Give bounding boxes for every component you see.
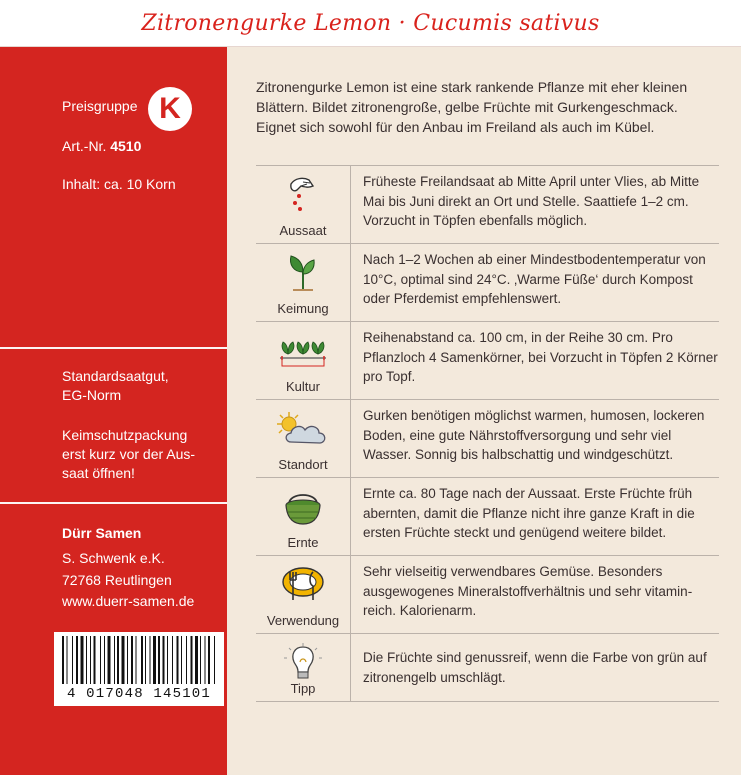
barcode-bar xyxy=(153,636,156,684)
barcode-number: 4 017048 145101 xyxy=(66,686,212,702)
barcode-bar xyxy=(208,636,210,684)
row-label: Aussaat xyxy=(279,223,327,238)
plate-cutlery-icon xyxy=(279,564,327,606)
barcode-bar xyxy=(86,636,87,684)
price-group-label: Preisgruppe xyxy=(62,98,138,114)
barcode-bar xyxy=(72,636,73,684)
content-info: Inhalt: ca. 10 Korn xyxy=(62,176,176,192)
table-row xyxy=(256,243,719,321)
sidebar-divider xyxy=(0,347,227,349)
row-text: Ernte ca. 80 Tage nach der Aussaat. Erste Früchte früh abernten, damit die Pflanze nicht ihre ganze Kraft in die ersten Früchte steckt und genügend weitere bildet. xyxy=(363,486,695,540)
barcode-bar xyxy=(214,636,215,684)
product-description: Zitronengurke Lemon ist eine stark rankende Pflanze mit eher kleinen Blättern. Bildet zitronengroße, gelbe Früchte mit Gurkengeschmack. Eignet sich sowohl für den Anbau im Freiland als auch im Kübel. xyxy=(256,79,688,135)
company-owner: S. Schwenk e.K. xyxy=(62,550,165,566)
barcode-bar xyxy=(177,636,179,684)
plant-rows-icon xyxy=(276,330,330,370)
row-text: Früheste Freilandsaat ab Mitte April unter Vlies, ab Mitte Mai bis Juni direkt an Ort und Stelle. Saattiefe 1–2 cm. Vorzucht in Töpfen ebenfalls möglich. xyxy=(363,174,700,228)
main-content xyxy=(227,47,741,775)
protect-line-1: Keimschutzpackung xyxy=(62,427,188,443)
article-label: Art.-Nr. 4510 xyxy=(62,138,142,154)
barcode-bar xyxy=(163,636,165,684)
barcode-bar xyxy=(186,636,187,684)
row-label: Tipp xyxy=(290,681,316,696)
table-row xyxy=(256,321,719,399)
barcode-bar xyxy=(131,636,133,684)
row-text: Sehr vielseitig verwendbares Gemüse. Besonders ausgewogenes Mineralstoffverhältnis und sehr vitaminreich. Kalorienarm. xyxy=(363,564,693,618)
barcode-bar xyxy=(127,636,128,684)
table-row xyxy=(256,399,719,477)
table-row xyxy=(256,555,719,633)
barcode-bar xyxy=(90,636,91,684)
sun-cloud-icon xyxy=(271,408,335,452)
sowing-hand-icon xyxy=(279,174,327,214)
company-city: 72768 Reutlingen xyxy=(62,572,172,588)
seedling-icon xyxy=(279,252,327,292)
header-bar xyxy=(0,0,741,47)
row-text: Die Früchte sind genussreif, wenn die Farbe von grün auf zitronengelb umschlägt. xyxy=(363,650,707,685)
row-label: Verwendung xyxy=(266,613,340,628)
sidebar-divider xyxy=(0,502,227,504)
barcode-bar xyxy=(122,636,125,684)
barcode-bar xyxy=(200,636,201,684)
barcode-bar xyxy=(67,636,68,684)
barcode-bar xyxy=(100,636,101,684)
barcode-bar xyxy=(76,636,78,684)
barcode-bar xyxy=(181,636,182,684)
barcode-bar xyxy=(172,636,173,684)
row-label: Standort xyxy=(278,457,328,472)
barcode-bar xyxy=(62,636,64,684)
barcode-bar xyxy=(195,636,198,684)
barcode-bar xyxy=(205,636,206,684)
barcode-bar xyxy=(117,636,119,684)
article-number: 4510 xyxy=(110,138,142,154)
barcode-bar xyxy=(167,636,168,684)
barcode-bar xyxy=(191,636,193,684)
table-row xyxy=(256,477,719,555)
row-text: Reihenabstand ca. 100 cm, in der Reihe 30 cm. Pro Pflanzloch 4 Samenkörner, bei Vorzucht in Töpfen 2 Körner pro Topf. xyxy=(363,330,718,384)
barcode xyxy=(54,632,224,706)
table-row xyxy=(256,165,719,243)
page-title: Zitronengurke Lemon · Cucumis sativus xyxy=(141,10,600,36)
harvest-basket-icon xyxy=(279,486,327,528)
row-text: Nach 1–2 Wochen ab einer Mindestbodentemperatur von 10°C, optimal sind 24°C. ‚Warme Füße‘ durch Kompost oder Pferdemist empfehlenswert. xyxy=(363,252,706,306)
barcode-bar xyxy=(104,636,105,684)
row-label: Keimung xyxy=(277,301,329,316)
barcode-bar xyxy=(158,636,160,684)
company-name: Dürr Samen xyxy=(62,525,142,541)
row-text: Gurken benötigen möglichst warmen, humosen, lockeren Boden, eine gute Nährstoffversorgung und sehr viel Wasser. Sonnig bis halbschattig und windgeschützt. xyxy=(363,408,705,462)
barcode-bar xyxy=(81,636,84,684)
info-table xyxy=(256,165,719,702)
table-row xyxy=(256,633,719,702)
barcode-bar xyxy=(145,636,146,684)
standard-line-2: EG-Norm xyxy=(62,387,122,403)
price-group-badge: K xyxy=(148,87,192,131)
barcode-bar xyxy=(108,636,111,684)
barcode-bars xyxy=(54,632,224,688)
protect-line-2: erst kurz vor der Aus- xyxy=(62,446,196,462)
barcode-bar xyxy=(141,636,143,684)
row-label: Kultur xyxy=(286,379,320,394)
row-label: Ernte xyxy=(287,535,319,550)
sidebar xyxy=(0,47,227,775)
standard-line-1: Standardsaatgut, xyxy=(62,368,169,384)
company-website[interactable]: www.duerr-samen.de xyxy=(62,593,195,609)
protect-line-3: saat öffnen! xyxy=(62,465,135,481)
barcode-bar xyxy=(136,636,137,684)
lightbulb-icon xyxy=(281,642,325,682)
barcode-bar xyxy=(94,636,96,684)
barcode-bar xyxy=(150,636,151,684)
barcode-bar xyxy=(114,636,115,684)
